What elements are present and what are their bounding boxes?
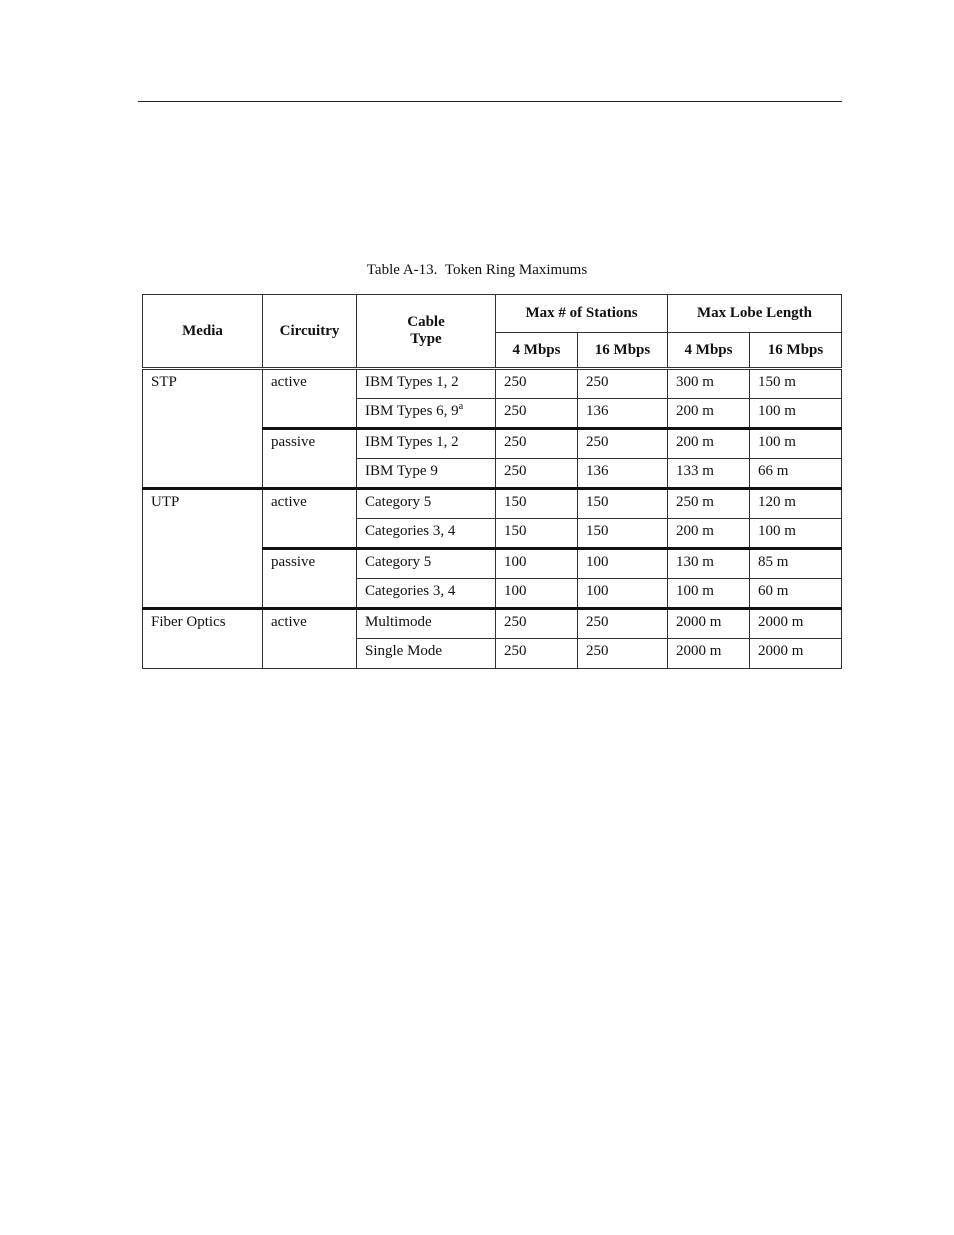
header-rule: [138, 101, 842, 102]
cell-circuitry: active: [263, 489, 357, 549]
cell-media: Fiber Optics: [143, 609, 263, 669]
header-cable-type-line1: Cable: [407, 314, 445, 330]
cell-lobe-16mbps: 60 m: [750, 579, 842, 609]
cable-type-text: Category 5: [365, 554, 432, 570]
cell-circuitry: passive: [263, 549, 357, 609]
cell-stations-16mbps: 100: [578, 579, 668, 609]
cell-cable-type: [357, 369, 496, 399]
cell-stations-4mbps: 250: [496, 429, 578, 459]
cell-lobe-16mbps: 85 m: [750, 549, 842, 579]
cell-lobe-16mbps: 100 m: [750, 519, 842, 549]
cell-stations-4mbps: 250: [496, 639, 578, 669]
cable-type-text: IBM Type 9: [365, 463, 438, 479]
table-row: [143, 489, 842, 519]
cell-stations-16mbps: 100: [578, 549, 668, 579]
caption-label: Table A-13.: [366, 262, 438, 278]
cable-type-text: Multimode: [365, 614, 432, 630]
token-ring-maximums-table: [142, 294, 842, 669]
cell-lobe-16mbps: 100 m: [750, 399, 842, 429]
cell-lobe-16mbps: 120 m: [750, 489, 842, 519]
cable-type-text: Categories 3, 4: [365, 583, 456, 599]
cell-lobe-16mbps: 150 m: [750, 369, 842, 399]
cell-stations-16mbps: 150: [578, 489, 668, 519]
cell-stations-16mbps: 136: [578, 399, 668, 429]
footnote-marker: a: [458, 401, 464, 412]
table-header: [143, 295, 842, 369]
header-lobe-4mbps: 4 Mbps: [668, 333, 750, 369]
cell-lobe-4mbps: 200 m: [668, 399, 750, 429]
cell-media: UTP: [143, 489, 263, 609]
cell-lobe-4mbps: 133 m: [668, 459, 750, 489]
table-body: [143, 369, 842, 669]
table-caption: [0, 261, 954, 279]
header-stations-16mbps: 16 Mbps: [578, 333, 668, 369]
cell-cable-type: [357, 429, 496, 459]
cell-lobe-4mbps: 200 m: [668, 429, 750, 459]
caption-title: Token Ring Maximums: [444, 262, 588, 278]
cell-lobe-16mbps: 66 m: [750, 459, 842, 489]
cell-stations-16mbps: 250: [578, 429, 668, 459]
cell-cable-type: [357, 609, 496, 639]
cell-stations-4mbps: 250: [496, 459, 578, 489]
header-cable-type: [357, 295, 496, 369]
cell-stations-16mbps: 250: [578, 609, 668, 639]
cable-type-text: Category 5: [365, 494, 432, 510]
cell-lobe-16mbps: 2000 m: [750, 609, 842, 639]
table-row: [143, 369, 842, 399]
cell-circuitry: active: [263, 369, 357, 429]
cell-stations-16mbps: 150: [578, 519, 668, 549]
cable-type-text: IBM Types 1, 2: [365, 434, 459, 450]
cell-lobe-16mbps: 100 m: [750, 429, 842, 459]
cell-stations-16mbps: 250: [578, 369, 668, 399]
cell-cable-type: [357, 399, 496, 429]
cell-stations-4mbps: 150: [496, 519, 578, 549]
cell-cable-type: [357, 639, 496, 669]
cell-circuitry: passive: [263, 429, 357, 489]
cell-stations-4mbps: 100: [496, 579, 578, 609]
cell-stations-4mbps: 250: [496, 609, 578, 639]
cell-lobe-4mbps: 130 m: [668, 549, 750, 579]
header-lobe-16mbps: 16 Mbps: [750, 333, 842, 369]
cell-lobe-4mbps: 100 m: [668, 579, 750, 609]
cable-type-text: Single Mode: [365, 643, 443, 659]
cell-stations-4mbps: 100: [496, 549, 578, 579]
cable-type-text: Categories 3, 4: [365, 523, 456, 539]
cell-cable-type: [357, 579, 496, 609]
cell-stations-4mbps: 250: [496, 399, 578, 429]
cell-cable-type: [357, 489, 496, 519]
cable-type-text: IBM Types 1, 2: [365, 374, 459, 390]
cable-type-text: IBM Types 6, 9: [365, 403, 459, 419]
cell-lobe-4mbps: 250 m: [668, 489, 750, 519]
header-media: Media: [143, 295, 263, 369]
cell-lobe-4mbps: 200 m: [668, 519, 750, 549]
cell-circuitry: active: [263, 609, 357, 669]
cell-cable-type: [357, 519, 496, 549]
cell-lobe-4mbps: 2000 m: [668, 639, 750, 669]
cell-lobe-4mbps: 2000 m: [668, 609, 750, 639]
cell-stations-16mbps: 250: [578, 639, 668, 669]
header-max-lobe-length: Max Lobe Length: [668, 295, 842, 333]
header-stations-4mbps: 4 Mbps: [496, 333, 578, 369]
header-circuitry: Circuitry: [263, 295, 357, 369]
cell-lobe-16mbps: 2000 m: [750, 639, 842, 669]
cell-cable-type: [357, 459, 496, 489]
cell-stations-16mbps: 136: [578, 459, 668, 489]
header-max-stations: Max # of Stations: [496, 295, 668, 333]
cell-cable-type: [357, 549, 496, 579]
cell-lobe-4mbps: 300 m: [668, 369, 750, 399]
cell-stations-4mbps: 150: [496, 489, 578, 519]
cell-media: STP: [143, 369, 263, 489]
table-row: [143, 609, 842, 639]
cell-stations-4mbps: 250: [496, 369, 578, 399]
header-cable-type-line2: Type: [410, 331, 442, 347]
